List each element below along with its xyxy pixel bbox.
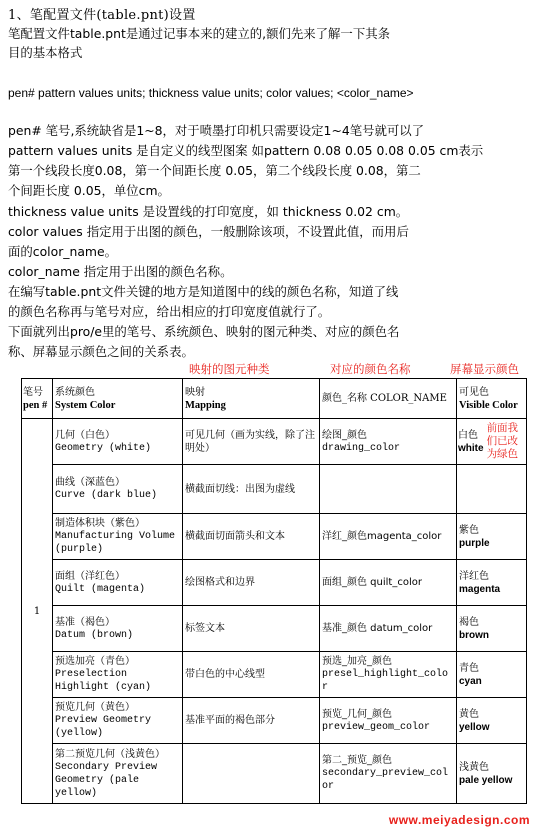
system-color-cn: 曲线（深蓝色） <box>55 477 125 488</box>
site-watermark: www.meiyadesign.com <box>388 813 530 827</box>
visible-color-cell <box>457 652 527 698</box>
visible-color-cn: 褐色 <box>459 616 479 628</box>
visible-color-cell <box>457 744 527 804</box>
header-system-color-en: System Color <box>55 399 116 411</box>
desc-line-5: thickness value units 是设置线的打印宽度，如 thickness 0.02 cm。 <box>8 204 409 219</box>
visible-color-en: pale yellow <box>459 774 513 786</box>
system-color-en: Preview Geometry (yellow) <box>55 715 152 739</box>
header-pen-en: pen # <box>23 399 48 411</box>
white-note-line-1: 前面我 <box>486 422 519 434</box>
table-row <box>22 652 527 698</box>
visible-color-cn: 白色 <box>458 429 478 441</box>
pen-number: 1 <box>33 605 41 617</box>
pen-color-table <box>21 378 527 804</box>
visible-color-cn: 黄色 <box>459 708 479 720</box>
color-name-cn: 预览_几何_颜色 <box>322 708 392 720</box>
color-name-en: drawing_color <box>322 442 401 454</box>
visible-color-cn: 洋红色 <box>459 570 489 582</box>
header-visible-color-en: Visible Color <box>459 399 518 411</box>
visible-color-cn: 青色 <box>459 662 479 674</box>
mapping-cell: 基准平面的褐色部分 <box>183 698 320 744</box>
desc-line-8: color_name 指定用于出图的颜色名称。 <box>8 264 233 279</box>
intro-line-2: 目的基本格式 <box>8 45 83 60</box>
desc-line-9: 在编写table.pnt文件关键的地方是知道图中的线的颜色名称，知道了线 <box>8 284 399 299</box>
system-color-cell <box>53 465 183 514</box>
visible-color-cn: 紫色 <box>459 524 479 536</box>
mapping-cell: 带白色的中心线型 <box>183 652 320 698</box>
white-override-note <box>487 422 519 461</box>
header-visible-color-cn: 可见色 <box>459 386 489 398</box>
system-color-en: Datum (brown) <box>55 629 134 641</box>
system-color-en: Manufacturing Volume (purple) <box>55 531 176 555</box>
color-name-cell: 面组_颜色 quilt_color <box>320 560 457 606</box>
color-name-en: secondary_preview_color <box>322 768 449 792</box>
table-row <box>22 606 527 652</box>
desc-line-7: 面的color_name。 <box>8 244 118 259</box>
color-name-cell <box>320 465 457 514</box>
system-color-cell <box>53 744 183 804</box>
system-color-en: Quilt (magenta) <box>55 583 146 595</box>
visible-color-cell <box>457 514 527 560</box>
table-row <box>22 514 527 560</box>
header-mapping-cn: 映射 <box>185 386 205 398</box>
pen-number-cell <box>22 419 53 804</box>
color-name-cn: 预选_加亮_颜色 <box>322 656 392 667</box>
mapping-cell: 标签文本 <box>183 606 320 652</box>
header-color-name-text: 颜色_名称 COLOR_NAME <box>322 393 447 404</box>
annotation-screen-color: 屏幕显示颜色 <box>450 362 519 376</box>
mapping-cell: 绘图格式和边界 <box>183 560 320 606</box>
table-row <box>22 465 527 514</box>
color-name-cn: 第二_预览_颜色 <box>322 755 392 766</box>
desc-line-12: 称、屏幕显示颜色之间的关系表。 <box>8 344 194 359</box>
section-heading: 1、笔配置文件(table.pnt)设置 <box>8 8 196 23</box>
header-visible-color <box>457 379 527 419</box>
annotation-color-name: 对应的颜色名称 <box>330 362 411 376</box>
header-mapping <box>183 379 320 419</box>
visible-color-en: brown <box>459 629 489 641</box>
desc-line-3: 第一个线段长度0.08，第一个间距长度 0.05，第二个线段长度 0.08，第二 <box>8 163 421 178</box>
visible-color-cell <box>457 560 527 606</box>
system-color-cn: 制造体积块（紫色） <box>55 518 145 529</box>
visible-color-cn: 浅黄色 <box>459 761 489 773</box>
header-mapping-en: Mapping <box>185 399 226 411</box>
header-pen-cn: 笔号 <box>23 386 43 398</box>
color-name-cell <box>320 744 457 804</box>
color-name-cn: 绘图_颜色 <box>322 429 367 441</box>
system-color-cn: 第二预览几何（浅黄色） <box>55 748 165 760</box>
desc-line-11: 下面就列出pro/e里的笔号、系统颜色、映射的图元种类、对应的颜色名 <box>8 324 400 339</box>
color-name-en: preview_geom_color <box>322 721 431 733</box>
header-pen <box>22 379 53 419</box>
mapping-cell: 横截面切线：出图为虚线 <box>183 465 320 514</box>
visible-color-en: cyan <box>459 675 482 687</box>
visible-color-en: white <box>458 442 484 454</box>
system-color-cell <box>53 698 183 744</box>
color-name-cell <box>320 698 457 744</box>
format-line: pen# pattern values units; thickness value units; color values; <color_name> <box>8 86 414 100</box>
system-color-cell <box>53 652 183 698</box>
desc-line-4: 个间距长度 0.05，单位cm。 <box>8 183 170 198</box>
mapping-cell <box>183 744 320 804</box>
header-system-color-cn: 系统颜色 <box>55 386 95 398</box>
header-system-color <box>53 379 183 419</box>
table-row <box>22 698 527 744</box>
visible-color-cell <box>457 606 527 652</box>
system-color-cell <box>53 560 183 606</box>
table-row <box>22 419 527 465</box>
mapping-cell: 可见几何（画为实线，除了注明处） <box>183 419 320 465</box>
system-color-cn: 预选加亮（青色） <box>55 656 135 667</box>
system-color-cell <box>53 514 183 560</box>
system-color-en: Curve (dark blue) <box>55 490 158 501</box>
color-name-cell: 洋红_颜色magenta_color <box>320 514 457 560</box>
annotation-mapping: 映射的图元种类 <box>189 362 270 376</box>
visible-color-cell <box>457 465 527 514</box>
white-note-line-2: 们已改 <box>486 435 519 447</box>
system-color-cell <box>53 606 183 652</box>
header-color-name <box>320 379 457 419</box>
visible-color-cell <box>457 698 527 744</box>
visible-color-en: yellow <box>459 721 490 733</box>
table-header-row <box>22 379 527 419</box>
desc-line-6: color values 指定用于出图的颜色，一般删除该项，不设置此值，而用后 <box>8 224 409 239</box>
color-name-cell <box>320 419 457 465</box>
system-color-cn: 预览几何（黄色） <box>55 702 135 713</box>
table-row <box>22 560 527 606</box>
system-color-cn: 基准（褐色） <box>55 616 115 628</box>
desc-line-2: pattern values units 是自定义的线型图案 如pattern 0.08 0.05 0.08 0.05 cm表示 <box>8 143 484 158</box>
visible-color-en: magenta <box>459 583 501 595</box>
table-row <box>22 744 527 804</box>
system-color-cn: 几何（白色） <box>55 429 115 441</box>
color-name-cell: 基准_颜色 datum_color <box>320 606 457 652</box>
desc-line-1: pen# 笔号,系统缺省是1~8，对于喷墨打印机只需要设定1~4笔号就可以了 <box>8 123 425 138</box>
intro-line-1: 笔配置文件table.pnt是通过记事本来的建立的,额们先来了解一下其条 <box>8 26 390 41</box>
system-color-en: Secondary Preview Geometry (pale yellow) <box>55 761 158 799</box>
white-note-line-3: 为绿色 <box>486 448 519 460</box>
desc-line-10: 的颜色名称再与笔号对应，给出相应的打印宽度值就行了。 <box>8 304 331 319</box>
system-color-cn: 面组（洋红色） <box>55 570 125 582</box>
mapping-cell: 横截面切面箭头和文本 <box>183 514 320 560</box>
system-color-en: Preselection Highlight (cyan) <box>55 669 152 693</box>
color-name-cell <box>320 652 457 698</box>
color-name-en: presel_highlight_color <box>322 669 449 693</box>
visible-color-en: purple <box>459 537 490 549</box>
system-color-cell <box>53 419 183 465</box>
system-color-en: Geometry (white) <box>55 442 152 454</box>
visible-color-cell <box>457 419 527 465</box>
